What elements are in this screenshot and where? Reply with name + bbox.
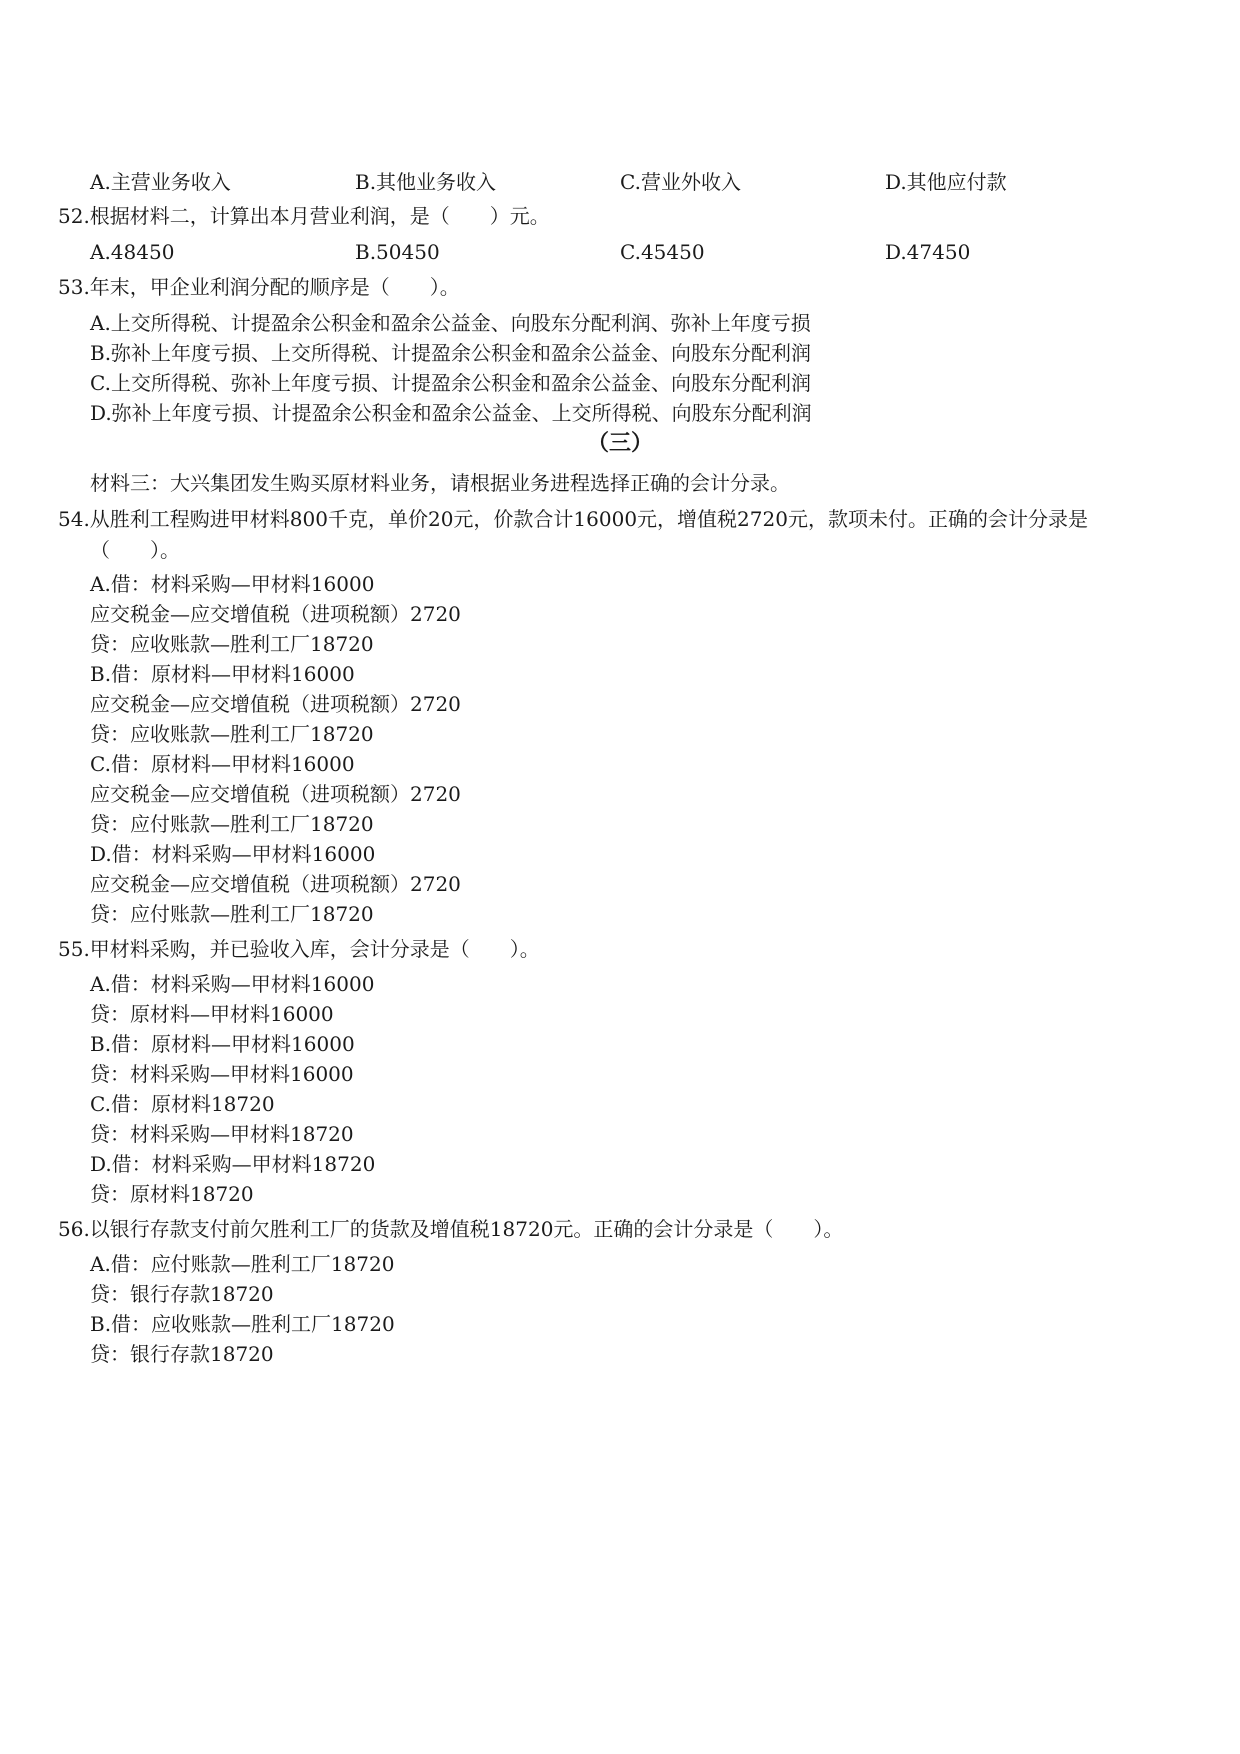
- q54-line: 应交税金—应交增值税（进项税额）2720: [90, 692, 461, 716]
- q53-option-d: D.弥补上年度亏损、计提盈余公积金和盈余公益金、上交所得税、向股东分配利润: [90, 401, 812, 425]
- q54-line: 应交税金—应交增值税（进项税额）2720: [90, 602, 461, 626]
- q55-question: 55.甲材料采购，并已验收入库，会计分录是（ ）。: [58, 937, 540, 961]
- q55-line: 贷：材料采购—甲材料16000: [90, 1062, 354, 1086]
- q52-option-d: D.47450: [885, 240, 971, 264]
- q55-line: 贷：原材料18720: [90, 1182, 254, 1206]
- q54-line: 应交税金—应交增值税（进项税额）2720: [90, 872, 461, 896]
- q55-line: D.借：材料采购—甲材料18720: [90, 1152, 376, 1176]
- q55-line: 贷：材料采购—甲材料18720: [90, 1122, 354, 1146]
- q54-line: 贷：应付账款—胜利工厂18720: [90, 902, 374, 926]
- q54-line: C.借：原材料—甲材料16000: [90, 752, 355, 776]
- section-heading: （三）: [586, 430, 653, 456]
- q53-option-b: B.弥补上年度亏损、上交所得税、计提盈余公积金和盈余公益金、向股东分配利润: [90, 341, 812, 365]
- q54-line: D.借：材料采购—甲材料16000: [90, 842, 376, 866]
- q55-line: 贷：原材料—甲材料16000: [90, 1002, 334, 1026]
- q53-question: 53.年末，甲企业利润分配的顺序是（ ）。: [58, 275, 460, 299]
- q55-line: C.借：原材料18720: [90, 1092, 275, 1116]
- q54-line: 应交税金—应交增值税（进项税额）2720: [90, 782, 461, 806]
- q51-options: [90, 168, 1140, 196]
- q55-line: A.借：材料采购—甲材料16000: [90, 972, 375, 996]
- q56-line: 贷：银行存款18720: [90, 1282, 274, 1306]
- q56-line: 贷：银行存款18720: [90, 1342, 274, 1366]
- q56-line: A.借：应付账款—胜利工厂18720: [90, 1252, 395, 1276]
- q54-line: B.借：原材料—甲材料16000: [90, 662, 355, 686]
- q52-option-a: A.48450: [90, 240, 175, 264]
- q56-question: 56.以银行存款支付前欠胜利工厂的货款及增值税18720元。正确的会计分录是（ ）。: [58, 1217, 844, 1241]
- q54-line: 贷：应收账款—胜利工厂18720: [90, 722, 374, 746]
- q53-option-a: A.上交所得税、计提盈余公积金和盈余公益金、向股东分配利润、弥补上年度亏损: [90, 311, 811, 335]
- q51-option-a: A.主营业务收入: [90, 170, 231, 194]
- material-three: 材料三：大兴集团发生购买原材料业务，请根据业务进程选择正确的会计分录。: [90, 471, 790, 495]
- q53-option-c: C.上交所得税、弥补上年度亏损、计提盈余公积金和盈余公益金、向股东分配利润: [90, 371, 811, 395]
- q56-line: B.借：应收账款—胜利工厂18720: [90, 1312, 395, 1336]
- q51-option-b: B.其他业务收入: [355, 170, 497, 194]
- q51-option-d: D.其他应付款: [885, 170, 1007, 194]
- q51-option-c: C.营业外收入: [620, 170, 741, 194]
- q52-question: 52.根据材料二，计算出本月营业利润，是（ ）元。: [58, 204, 550, 228]
- q54-line: 贷：应付账款—胜利工厂18720: [90, 812, 374, 836]
- q54-line: A.借：材料采购—甲材料16000: [90, 572, 375, 596]
- q54-question-cont: （ ）。: [90, 538, 180, 562]
- q55-line: B.借：原材料—甲材料16000: [90, 1032, 355, 1056]
- q54-line: 贷：应收账款—胜利工厂18720: [90, 632, 374, 656]
- q52-option-c: C.45450: [620, 240, 705, 264]
- q54-question: 54.从胜利工程购进甲材料800千克，单价20元，价款合计16000元，增值税2720元，款项未付。正确的会计分录是: [58, 507, 1088, 531]
- q52-options: [90, 238, 1140, 266]
- q52-option-b: B.50450: [355, 240, 440, 264]
